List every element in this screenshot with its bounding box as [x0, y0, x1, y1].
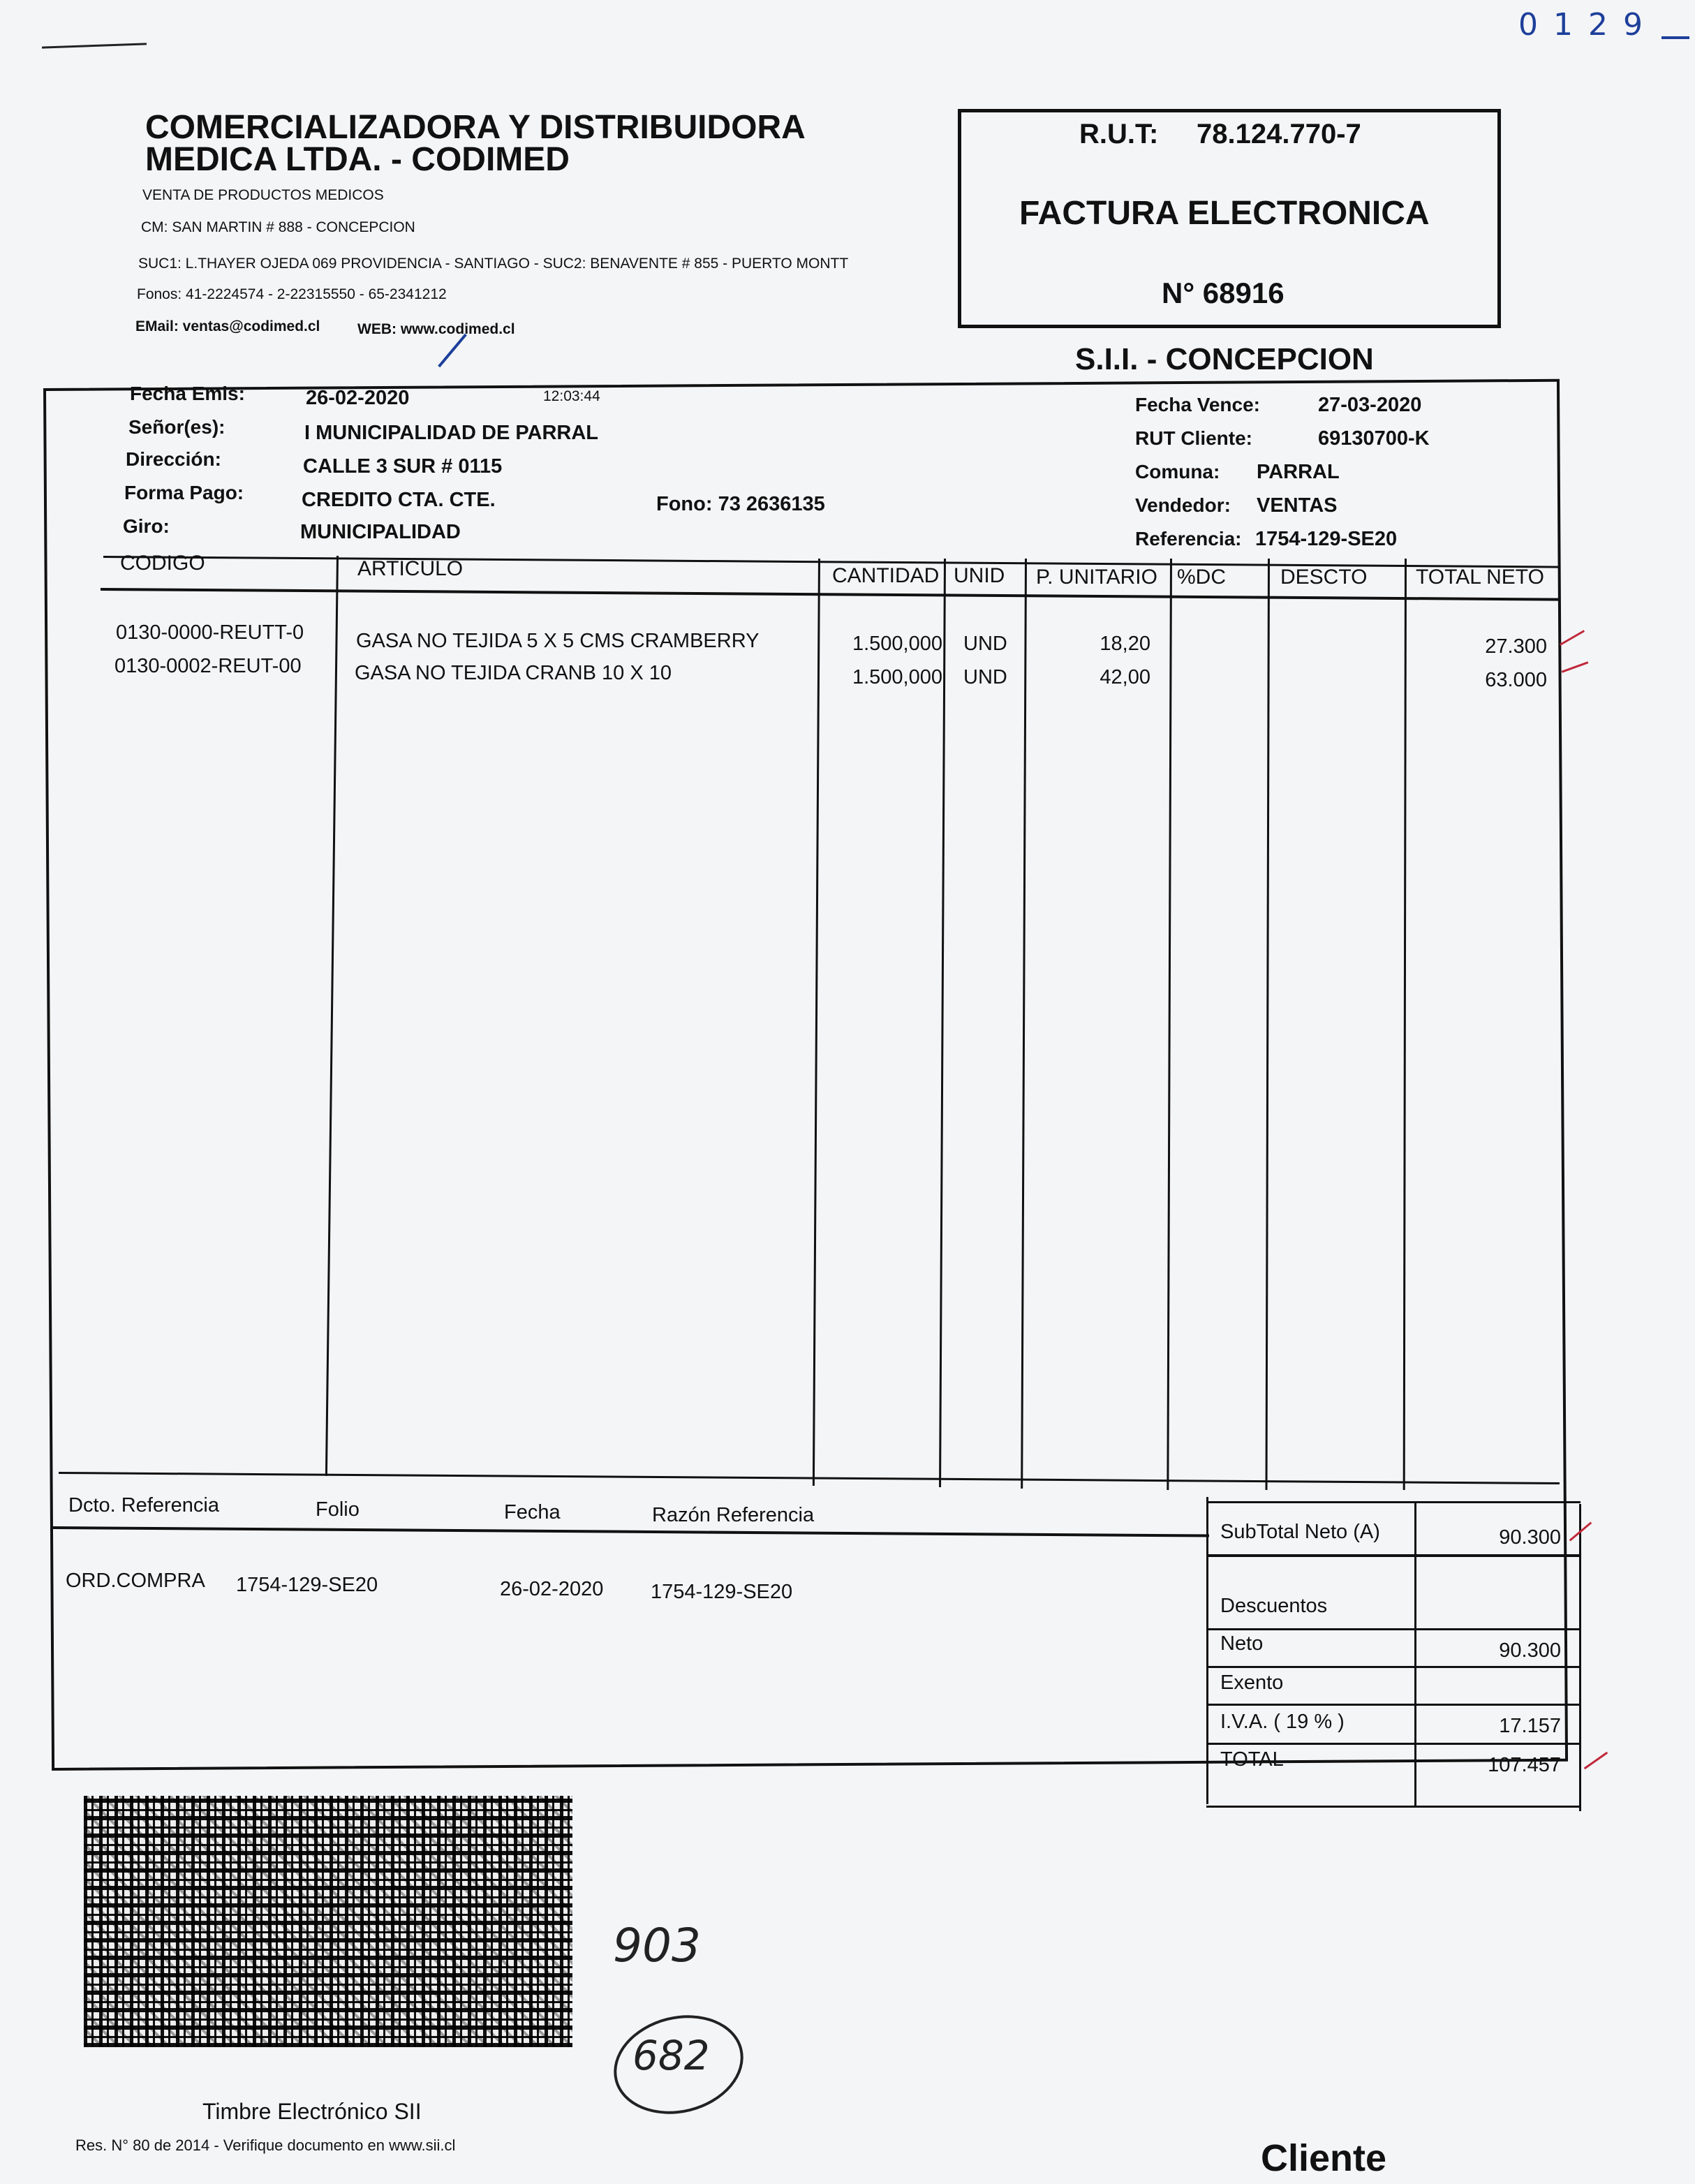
issuer-name-line2: MEDICA LTDA. - CODIMED: [145, 141, 570, 178]
vendedor-label: Vendedor:: [1135, 494, 1231, 516]
totals-line: [1206, 1501, 1581, 1503]
total-value: 107.457: [1488, 1754, 1561, 1776]
red-check-mark: [1584, 1752, 1608, 1769]
issuer-name-line1: COMERCIALIZADORA Y DISTRIBUIDORA: [145, 109, 806, 146]
issuer-activity: VENTA DE PRODUCTOS MEDICOS: [142, 187, 384, 203]
row1-p-unitario: 18,20: [1100, 633, 1150, 655]
fecha-vence-value: 27-03-2020: [1318, 394, 1422, 416]
rut-value: 78.124.770-7: [1197, 119, 1361, 149]
scribble-top-left: [42, 43, 147, 48]
header-total-neto: TOTAL NETO: [1416, 566, 1544, 589]
comuna-label: Comuna:: [1135, 461, 1220, 482]
row1-unid: UND: [963, 633, 1007, 655]
ref-header-fecha: Fecha: [504, 1501, 561, 1523]
rut-cliente-value: 69130700-K: [1318, 427, 1430, 450]
copy-designation: Cliente: [1261, 2137, 1387, 2179]
total-label: TOTAL: [1220, 1748, 1284, 1771]
resolution-note: Res. N° 80 de 2014 - Verifique documento en www.sii.cl: [75, 2137, 456, 2154]
row2-p-unitario: 42,00: [1100, 666, 1150, 688]
issuer-phones: Fonos: 41-2224574 - 2-22315550 - 65-2341212: [137, 286, 447, 302]
giro-value: MUNICIPALIDAD: [300, 521, 461, 543]
handwritten-check-mark: [438, 334, 467, 368]
issuer-web: WEB: www.codimed.cl: [357, 321, 515, 337]
handwritten-note-682: 682: [632, 2032, 710, 2079]
ref-dcto: ORD.COMPRA: [66, 1570, 205, 1592]
neto-value: 90.300: [1499, 1639, 1561, 1662]
header-cantidad: CANTIDAD: [832, 564, 940, 587]
totals-left-line: [1206, 1497, 1208, 1804]
totals-mid-line: [1414, 1501, 1416, 1806]
header-dc: %DC: [1177, 566, 1227, 589]
ref-header-dcto: Dcto. Referencia: [68, 1494, 219, 1517]
forma-pago-label: Forma Pago:: [124, 482, 244, 503]
handwritten-dash: [1661, 36, 1689, 39]
referencia-label: Referencia:: [1135, 528, 1242, 549]
header-articulo: ARTICULO: [357, 557, 464, 580]
ref-folio: 1754-129-SE20: [236, 1574, 378, 1596]
totals-right-line: [1579, 1504, 1581, 1811]
row2-articulo: GASA NO TEJIDA CRANB 10 X 10: [355, 662, 672, 684]
totals-line: [1206, 1743, 1581, 1745]
emission-time: 12:03:44: [543, 388, 600, 404]
senores-value: I MUNICIPALIDAD DE PARRAL: [304, 422, 599, 444]
header-descto: DESCTO: [1280, 566, 1368, 589]
row2-total-neto: 63.000: [1485, 669, 1547, 691]
rut-cliente-label: RUT Cliente:: [1135, 427, 1252, 449]
handwritten-page-number: 0 1 2 9: [1518, 7, 1645, 43]
red-check-mark: [1560, 630, 1585, 646]
totals-bottom-line: [1206, 1806, 1581, 1808]
red-check-mark: [1562, 661, 1589, 672]
row2-codigo: 0130-0002-REUT-00: [114, 655, 302, 677]
iva-label: I.V.A. ( 19 % ): [1220, 1711, 1345, 1733]
ref-fecha: 26-02-2020: [500, 1578, 604, 1600]
senores-label: Señor(es):: [128, 416, 225, 438]
header-codigo: CODIGO: [120, 552, 205, 575]
exento-label: Exento: [1220, 1672, 1284, 1694]
fono-value: Fono: 73 2636135: [656, 493, 825, 515]
row2-unid: UND: [963, 666, 1007, 688]
sii-timbre-barcode: [84, 1796, 572, 2047]
row2-cantidad: 1.500,000: [852, 666, 942, 688]
giro-label: Giro:: [123, 515, 170, 537]
ref-header-folio: Folio: [316, 1498, 360, 1521]
totals-line: [1206, 1554, 1581, 1557]
row1-articulo: GASA NO TEJIDA 5 X 5 CMS CRAMBERRY: [356, 630, 760, 652]
totals-line: [1206, 1704, 1581, 1706]
document-number: N° 68916: [1162, 276, 1285, 309]
totals-line: [1206, 1628, 1581, 1630]
rut-label: R.U.T:: [1079, 119, 1159, 149]
ref-razon: 1754-129-SE20: [651, 1581, 793, 1603]
fecha-emis-label: Fecha Emis:: [130, 383, 245, 404]
vendedor-value: VENTAS: [1257, 494, 1338, 517]
sii-office: S.I.I. - CONCEPCION: [1075, 342, 1374, 376]
fecha-emis-value: 26-02-2020: [306, 387, 410, 409]
issuer-email: EMail: ventas@codimed.cl: [135, 318, 320, 334]
timbre-label: Timbre Electrónico SII: [202, 2099, 422, 2124]
handwritten-note-903: 903: [613, 1919, 701, 1972]
direccion-value: CALLE 3 SUR # 0115: [303, 455, 503, 478]
subtotal-label: SubTotal Neto (A): [1220, 1521, 1380, 1543]
direccion-label: Dirección:: [126, 448, 221, 470]
row1-codigo: 0130-0000-REUTT-0: [116, 621, 304, 644]
row1-total-neto: 27.300: [1485, 635, 1547, 658]
subtotal-value: 90.300: [1499, 1526, 1561, 1549]
totals-line: [1206, 1666, 1581, 1668]
issuer-main-address: CM: SAN MARTIN # 888 - CONCEPCION: [141, 219, 415, 235]
forma-pago-value: CREDITO CTA. CTE.: [302, 489, 496, 511]
row1-cantidad: 1.500,000: [852, 633, 942, 655]
document-type: FACTURA ELECTRONICA: [1019, 195, 1430, 232]
descuentos-label: Descuentos: [1220, 1595, 1328, 1617]
issuer-branches: SUC1: L.THAYER OJEDA 069 PROVIDENCIA - SANTIAGO - SUC2: BENAVENTE # 855 - PUERTO MONTT: [138, 256, 849, 272]
header-p-unitario: P. UNITARIO: [1036, 566, 1157, 589]
referencia-value: 1754-129-SE20: [1255, 528, 1398, 550]
neto-label: Neto: [1220, 1632, 1264, 1655]
comuna-value: PARRAL: [1257, 461, 1340, 483]
fecha-vence-label: Fecha Vence:: [1135, 394, 1260, 415]
ref-header-razon: Razón Referencia: [652, 1504, 815, 1526]
header-unid: UNID: [954, 564, 1005, 587]
iva-value: 17.157: [1499, 1715, 1561, 1737]
